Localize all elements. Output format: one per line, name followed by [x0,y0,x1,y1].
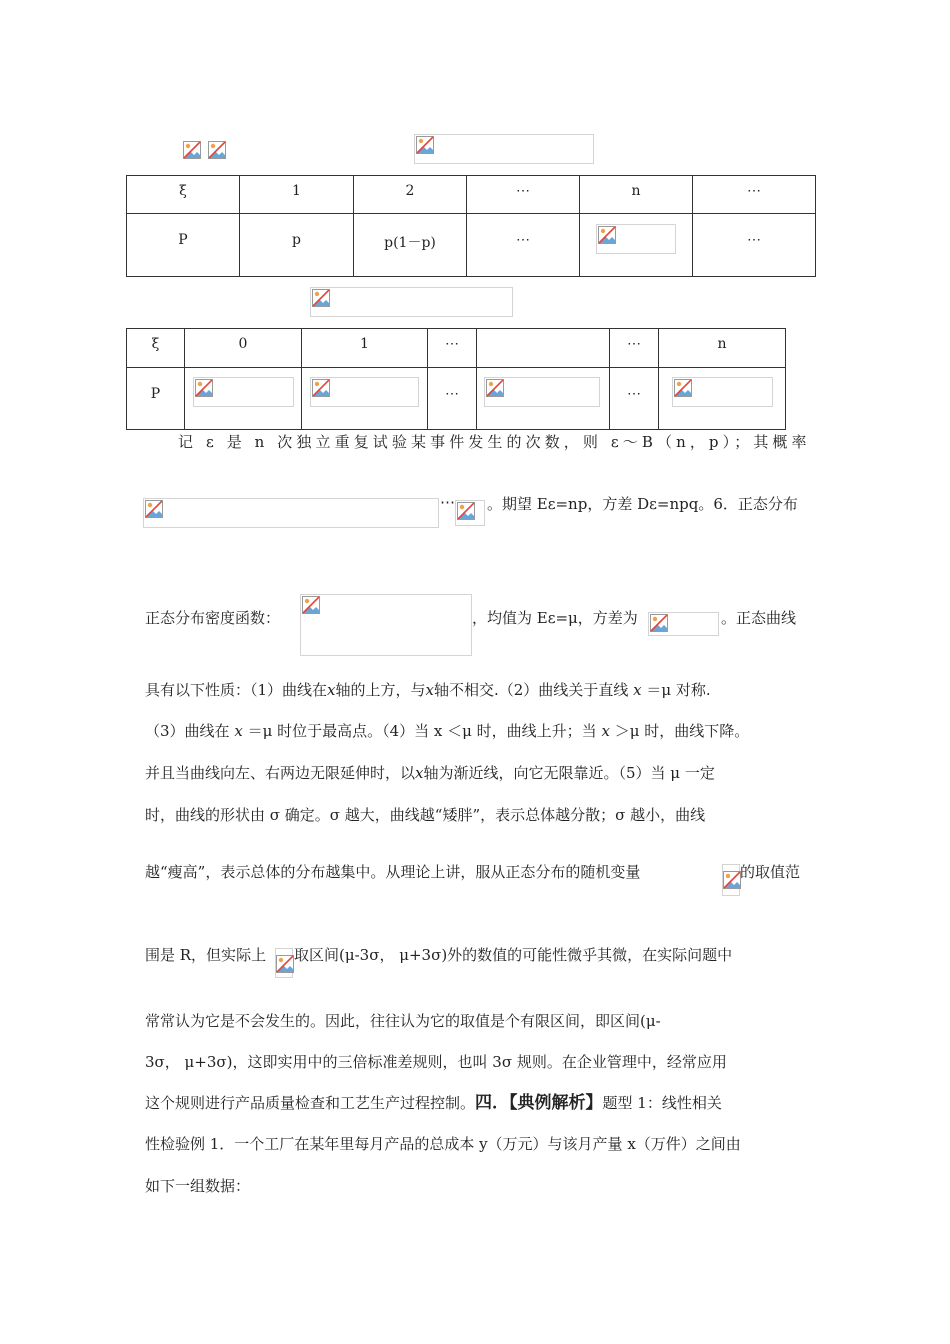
table-cell: P [127,368,185,430]
formula-image [414,134,594,164]
broken-image-icon [416,136,434,154]
table-row [127,368,786,430]
broken-image-icon [486,379,504,397]
paragraph-line: 。正态曲线 [721,609,797,627]
table-cell: 1 [302,329,428,368]
table-cell: ⋯ [467,214,580,277]
table-cell: ⋯ [693,176,816,214]
formula-image [672,377,773,407]
paragraph-line: 具有以下性质：（1）曲线在x轴的上方，与x轴不相交.（2）曲线关于直线 x ＝μ 对称. [145,681,711,699]
paragraph-line: 越“瘦高”，表示总体的分布越集中。从理论上讲，服从正态分布的随机变量 [145,863,641,881]
table-cell [302,368,428,430]
broken-image-icon [195,379,213,397]
broken-image-icon [674,379,692,397]
table-cell: n [580,176,693,214]
table-row [127,214,816,277]
paragraph-line: 的取值范 [740,863,801,881]
paragraph-line: 正态分布密度函数： [145,609,281,627]
formula-image [143,498,439,528]
formula-image [193,377,294,407]
broken-image-icon [145,500,163,518]
table-cell: 2 [354,176,467,214]
formula-image [310,377,419,407]
formula-image [648,612,719,636]
table-cell: p [240,214,354,277]
table-cell: 1 [240,176,354,214]
table-cell [580,214,693,277]
paragraph-line: 记 ε 是 n 次独立重复试验某事件发生的次数，则 ε～B（n，p）；其概率 [178,433,811,451]
paragraph-line: 时，曲线的形状由 σ 确定。σ 越大，曲线越“矮胖”，表示总体越分散；σ 越小，曲线 [145,806,706,824]
distribution-table-1 [126,175,816,277]
broken-image-icon [183,141,201,159]
paragraph-line: 常常认为它是不会发生的。因此，往往认为它的取值是个有限区间，即区间(μ- [145,1012,661,1030]
table-cell: P [127,214,240,277]
paragraph-line: 性检验例 1．一个工厂在某年里每月产品的总成本 y（万元）与该月产量 x（万件）之间由 [145,1135,741,1153]
paragraph-line: 3σ， μ+3σ)，这即实用中的三倍标准差规则，也叫 3σ 规则。在企业管理中，经常应用 [145,1053,727,1071]
table-cell: ⋯ [693,214,816,277]
table-row [127,176,816,214]
section-heading: 四．【典例解析】 [475,1093,603,1113]
broken-image-icon [312,289,330,307]
table-cell: 0 [185,329,302,368]
table-cell: ⋯ [610,368,659,430]
broken-image-icon [312,379,330,397]
paragraph-line: 围是 R，但实际上 [145,946,267,964]
paragraph-line: 如下一组数据： [145,1177,251,1195]
broken-image-icon [650,614,668,632]
formula-image [455,500,485,526]
table-cell: ξ [127,329,185,368]
broken-image-icon [276,955,294,973]
ellipsis: ⋯ [440,493,455,511]
table-cell [659,368,786,430]
distribution-table-2 [126,328,786,430]
paragraph-line: 这个规则进行产品质量检查和工艺生产过程控制。四．【典例解析】题型 1：线性相关 [145,1093,722,1113]
broken-image-icon [598,226,616,244]
paragraph-line: 。期望 Eε=np，方差 Dε=npq。6．正态分布 [487,495,798,513]
broken-image-icon [208,141,226,159]
table-cell [477,368,610,430]
table-cell: n [659,329,786,368]
formula-image [275,948,293,978]
formula-image [310,287,513,317]
formula-image [484,377,600,407]
table-cell: ⋯ [428,329,477,368]
formula-image [596,224,676,254]
formula-image [300,594,472,656]
paragraph-line: 取区间(μ-3σ， μ+3σ)外的数值的可能性微乎其微，在实际问题中 [294,946,733,964]
table-cell: ⋯ [610,329,659,368]
broken-image-icon [457,502,475,520]
table-cell: ⋯ [467,176,580,214]
paragraph-line: 并且当曲线向左、右两边无限延伸时，以x轴为渐近线，向它无限靠近。（5）当 μ 一定 [145,764,715,782]
table-cell: p(1－p) [354,214,467,277]
table-row [127,329,786,368]
table-cell [185,368,302,430]
paragraph-line: ，均值为 Eε=μ，方差为 [472,609,638,627]
table-cell: ⋯ [428,368,477,430]
paragraph-line: （3）曲线在 x ＝μ 时位于最高点。（4）当 x ＜μ 时，曲线上升；当 x ＞μ 时，曲线下降。 [145,722,750,740]
broken-image-icon [723,871,741,889]
formula-image [722,864,740,896]
broken-image-icon [302,596,320,614]
table-cell [477,329,610,368]
table-cell: ξ [127,176,240,214]
